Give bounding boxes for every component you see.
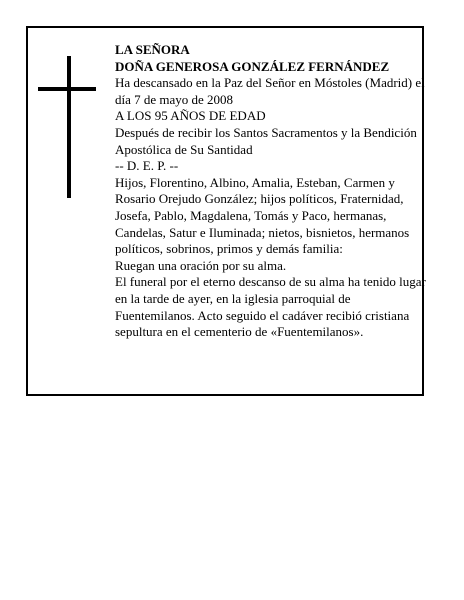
sacraments-line: Después de recibir los Santos Sacramentos y la Bendición Apostólica de Su Santidad <box>115 124 417 157</box>
heading-title: LA SEÑORA <box>115 42 190 57</box>
deceased-name: DOÑA GENEROSA GONZÁLEZ FERNÁNDEZ <box>115 58 390 74</box>
obituary-notice <box>26 26 424 396</box>
latin-cross-icon <box>28 28 108 208</box>
prayer-request: Ruegan una oración por su alma. <box>115 257 287 273</box>
funeral-details: El funeral por el eterno descanso de su alma ha tenido lugar en la tarde de ayer, en la iglesia parroquial de Fuentemilanos. Acto seguido el cadáver recibió cristiana sepultura en el cementerio de «Fuentemilanos». <box>115 274 426 340</box>
cross-vertical-bar <box>67 56 71 198</box>
cross-horizontal-bar <box>38 87 96 91</box>
death-announcement: Ha descansado en la Paz del Señor en Móstoles (Madrid) el día 7 de mayo de 2008 <box>115 75 425 107</box>
dep-line: -- D. E. P. -- <box>115 158 179 174</box>
age-line: A LOS 95 AÑOS DE EDAD <box>115 108 266 124</box>
obituary-text <box>115 42 427 341</box>
family-list: Hijos, Florentino, Albino, Amalia, Esteban, Carmen y Rosario Orejudo González; hijos políticos, Fraternidad, Josefa, Pablo, Magdalena, Tomás y Paco, hermanas, Candelas, Satur e Iluminada; nietos, bisnietos, hermanos políticos, sobrinos, primos y demás familia: <box>115 174 410 257</box>
